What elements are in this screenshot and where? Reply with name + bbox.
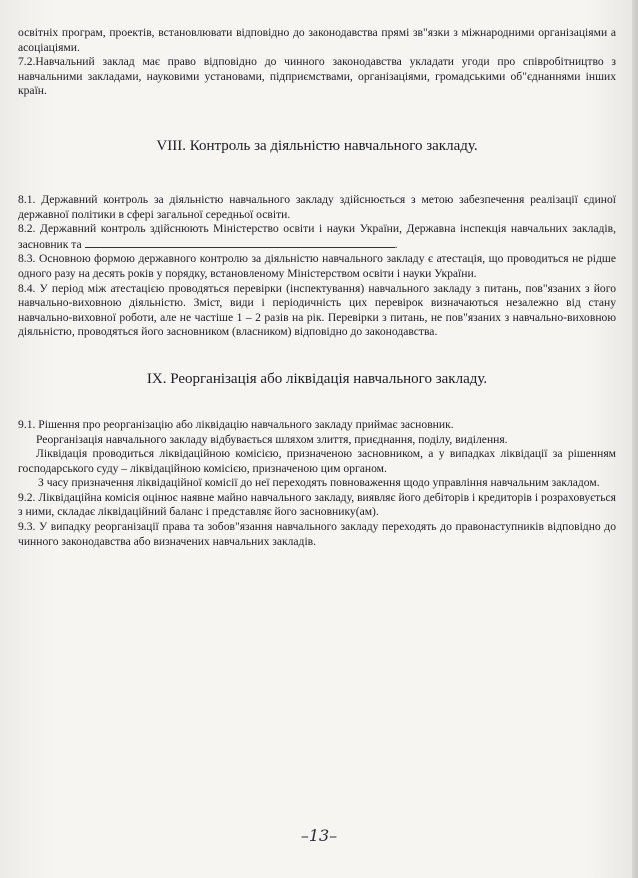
paragraph-7-2: 7.2.Навчальний заклад має право відповідно до чинного законодавства укладати угоди про співробітництво з навчальними закладами, науковими установами, підприємствами, організаціями, громадськими об"єднаннями інших країн. (18, 55, 616, 98)
section-8-heading: VIII. Контроль за діяльністю навчального закладу. (156, 137, 478, 154)
paragraph-8-2-text: 8.2. Державний контроль здійснюють Міністерство освіти і науки України, Державна інспекція навчальних закладів, засновник та (18, 222, 616, 251)
paragraph-8-1: 8.1. Державний контроль за діяльністю навчального закладу здійснюється з метою забезпечення реалізації єдиної державної політики в сфері загальної середньої освіти. (18, 192, 616, 221)
paragraph-8-3: 8.3. Основною формою державного контролю за діяльністю навчального закладу є атестація, що проводиться не рідше одного разу на десять років у порядку, встановленому Міністерством освіти і науки України. (18, 252, 616, 280)
paragraph-8-4: 8.4. У період між атестацією проводяться перевірки (інспектування) навчального закладу з питань, пов"язаних з його навчально-виховною діяльністю. Зміст, види і періодичність цих перевірок визначаються незалежно від стану навчально-виховної роботи, але не частіше 1 – 2 разів на рік. Перевірки з питань, не пов"язаних з навчально-виховною діяльністю, проводяться його засновником (власником) відповідно до законодавства. (18, 281, 616, 339)
paragraph-8-2-end: . (394, 237, 398, 251)
page-number: –13– (300, 826, 338, 845)
paragraph-9-1-liquidation: Ліквідація проводиться ліквідаційною комісією, призначеною засновником, а у випадках ліквідації за рішенням господарського суду – ліквідаційною комісією, призначеною цим органом. (18, 447, 616, 475)
paragraph-intro: освітніх програм, проектів, встановлювати відповідно до законодавства прямі зв"язки з міжнародними організаціями а асоціаціями. (18, 26, 616, 54)
page-edge (632, 0, 638, 878)
paragraph-9-1-reorg: Реорганізація навчального закладу відбувається шляхом злиття, приєднання, поділу, виділення. (36, 432, 508, 446)
paragraph-9-2: 9.2. Ліквідаційна комісія оцінює наявне майно навчального закладу, виявляє його дебіторів і кредиторів і розраховується з ними, складає ліквідаційний баланс і представляє його засновнику(ам). (18, 490, 616, 519)
paragraph-8-2 (18, 222, 616, 252)
paragraph-9-1: 9.1. Рішення про реорганізацію або ліквідацію навчального закладу приймає засновник. (18, 417, 454, 431)
document-body (18, 26, 616, 549)
section-9-heading: IX. Реорганізація або ліквідація навчального закладу. (146, 370, 488, 387)
paragraph-9-3: 9.3. У випадку реорганізації права та зобов"язання навчального закладу переходять до правонаступників відповідно до чинного законодавства або визначених навчальних закладів. (18, 520, 616, 548)
paragraph-9-1-powers: З часу призначення ліквідаційної комісії до неї переходять повноваження щодо управління навчальним закладом. (38, 476, 600, 490)
blank-fill-line (85, 237, 395, 248)
